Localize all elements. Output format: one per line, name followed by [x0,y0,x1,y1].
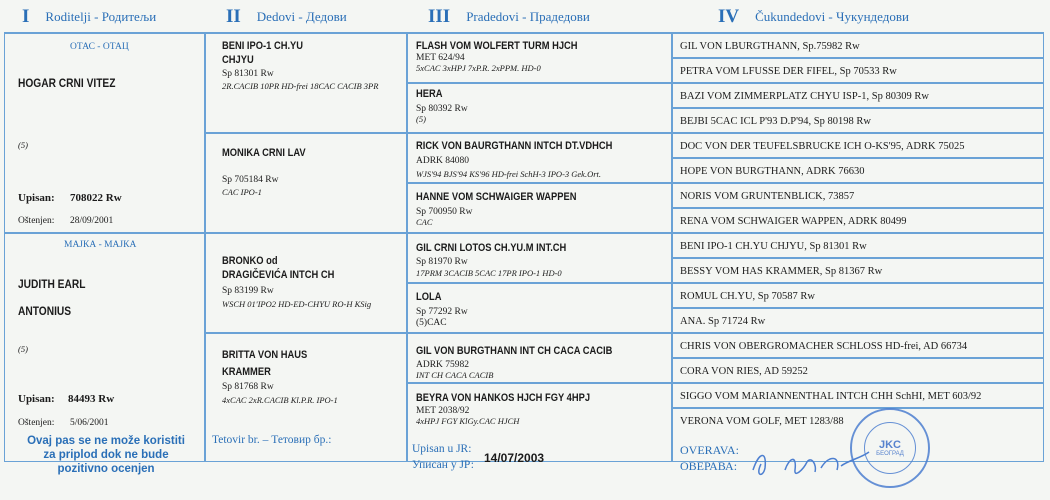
great-grandparent-entry: BEYRA VON HANKOS HJCH FGY 4HPJ MET 2038/92 4xHPJ FGY KlGy.CAC HJCH [416,392,591,426]
certify-label-latin: OVERAVA: [680,443,739,457]
breeding-notice: Ovaj pas se ne može koristiti za priplod dok ne bude pozitivno ocenjen [27,435,185,475]
father-name: HOGAR CRNI VITEZ [18,76,116,90]
tattoo-label: Tetovir br. – Тетовир бр.: [212,434,332,446]
great-grandparent-entry: HERA Sp 80392 Rw (5) [416,88,468,124]
ggg-entry: ROMUL CH.YU, Sp 70587 Rw [680,291,815,302]
grandparent-entry: BRONKO od DRAGIČEVIĆA INTCH CH Sp 83199 Rw WSCH 01'IPO2 HD-ED-CHYU RO-H KSig [222,255,372,309]
ggg-entry: BEJBI 5CAC ICL P'93 D.P'94, Sp 80198 Rw [680,116,871,127]
col-divider [671,32,673,462]
mother-osteni-value: 5/06/2001 [70,418,109,428]
great-grandparent-entry: LOLA Sp 77292 Rw (5)CAC [416,291,468,328]
header-col-2: II Dedovi - Дедови [226,6,347,27]
ggg-entry: CHRIS VON OBERGROMACHER SCHLOSS HD-frei, AD 66734 [680,341,968,352]
father-mark: (5) [18,140,28,150]
header-col-3: III Pradedovi - Прадедови [428,6,590,27]
certify-label-cyrillic: ОВЕРАВА: [680,459,738,473]
great-grandparent-entry: FLASH VOM WOLFERT TURM HJCH MET 624/94 5xCAC 3xHPJ 7xP.R. 2xPPM. HD-0 [416,40,578,73]
mother-osteni-label: Oštenjen: [18,418,55,428]
great-grandparent-entry: RICK VON BAURGTHANN INTCH DT.VDHCH ADRK 84080 WJS'94 BJS'94 KS'96 HD-frei SchH-3 IPO-3 Gek.Ort. [416,140,613,179]
ggg-entry: BENI IPO-1 CH.YU CHJYU, Sp 81301 Rw [680,241,867,252]
ggg-entry: HOPE VON BURGTHANN, ADRK 76630 [680,166,865,177]
ggg-entry: PETRA VOM LFUSSE DER FIFEL, Sp 70533 Rw [680,66,897,77]
mother-name-line1: JUDITH EARL [18,277,86,291]
header-col-4: IV Čukundedovi - Чукундедови [718,6,909,27]
mother-role: МАЈКА - МАЈКА [64,240,137,250]
father-role: ОТАС - ОТАЦ [70,42,129,52]
stamp-center: JKC БЕОГРАД [864,422,916,474]
ggg-entry: BESSY VOM HAS KRAMMER, Sp 81367 Rw [680,266,883,277]
father-upisan-label: Upisan: [18,192,55,204]
registry-label-latin: Upisan u JR: [412,443,472,455]
ggg-entry: GIL VON LBURGTHANN, Sp.75982 Rw [680,41,860,52]
great-grandparent-entry: GIL VON BURGTHANN INT CH CACA CACIB ADRK 75982 INT CH CACA CACIB [416,345,613,380]
registry-date: 14/07/2003 [484,451,545,465]
grandparent-entry: BENI IPO-1 CH.YU CHJYU Sp 81301 Rw 2R.CACIB 10PR HD-frei 18CAC CACIB 3PR [222,40,379,91]
ggg-entry: VERONA VOM GOLF, MET 1283/88 [680,416,844,427]
father-osteni-value: 28/09/2001 [70,216,114,226]
grandparent-entry: BRITTA VON HAUS KRAMMER Sp 81768 Rw 4xCAC 2xR.CACIB Kl.P.R. IPO-1 [222,349,338,405]
great-grandparent-entry: GIL CRNI LOTOS CH.YU.M INT.CH Sp 81970 Rw 17PRM 3CACIB 5CAC 17PR IPO-1 HD-0 [416,242,567,278]
row-divider-half [4,232,1044,234]
great-grandparent-entry: HANNE VOM SCHWAIGER WAPPEN Sp 700950 Rw CAC [416,191,577,227]
header-col-1: I Roditelji - Родитељи [22,6,157,27]
ggg-entry: SIGGO VOM MARIANNENTHAL INTCH CHH SchHI, MET 603/92 [680,391,982,402]
mother-name-line2: ANTONIUS [18,304,72,318]
father-upisan-value: 708022 Rw [70,192,122,204]
ggg-entry: BAZI VOM ZIMMERPLATZ CHYU ISP-1, Sp 80309 Rw [680,91,929,102]
ggg-entry: ANA. Sp 71724 Rw [680,316,766,327]
registry-label-cyrillic: Уписан у ЈР: [412,459,474,471]
mother-upisan-value: 84493 Rw [68,393,115,405]
col-divider [204,32,206,462]
father-osteni-label: Oštenjen: [18,216,55,226]
ggg-entry: RENA VOM SCHWAIGER WAPPEN, ADRK 80499 [680,216,907,227]
official-stamp [850,408,930,488]
ggg-entry: CORA VON RIES, AD 59252 [680,366,808,377]
ggg-entry: DOC VON DER TEUFELSBRUCKE ICH O-KS'95, ADRK 75025 [680,141,965,152]
col-divider [406,32,408,462]
mother-upisan-label: Upisan: [18,393,55,405]
mother-mark: (5) [18,344,28,354]
grandparent-entry: MONIKA CRNI LAV Sp 705184 Rw CAC IPO-1 [222,147,306,197]
ggg-entry: NORIS VOM GRUNTENBLICK, 73857 [680,191,855,202]
